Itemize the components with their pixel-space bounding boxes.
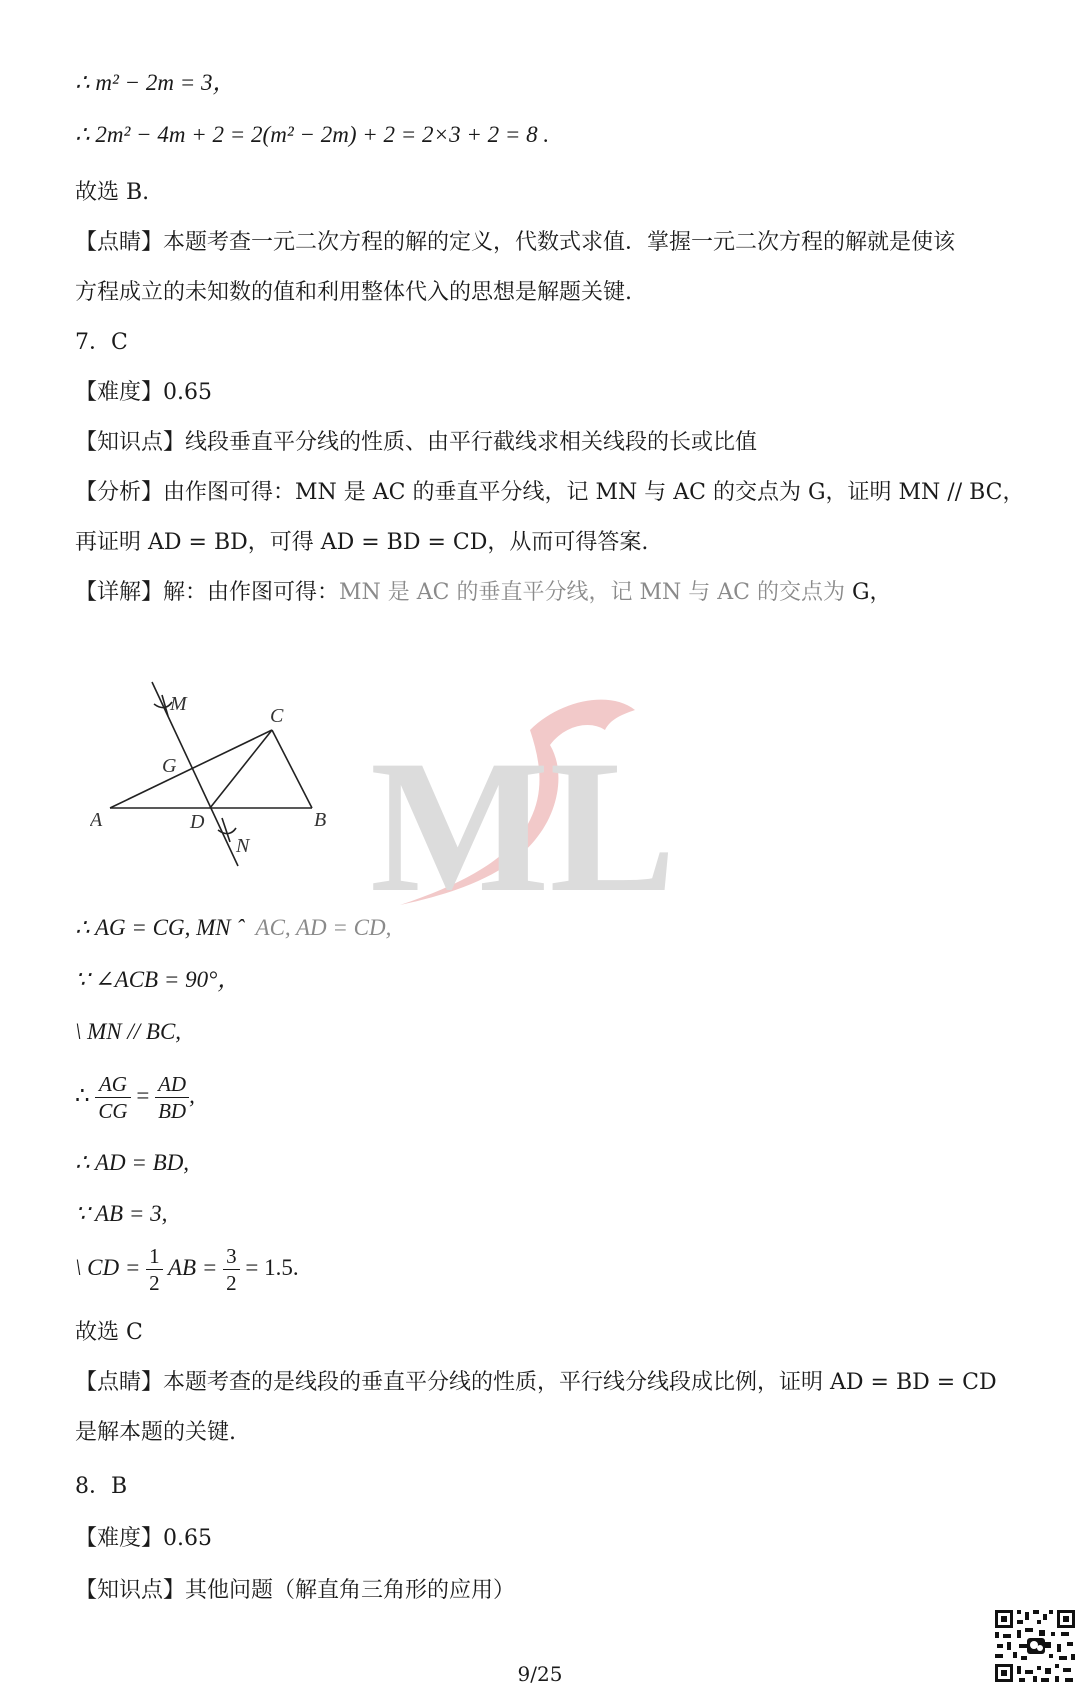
comment-text: 方程成立的未知数的值和利用整体代入的思想是解题关键. (75, 280, 632, 305)
detail-prefix: 【详解】解：由作图可得： (75, 580, 340, 605)
solution-line: ∴ 2m² − 4m + 2 = 2(m² − 2m) + 2 = 2×3 + 2 = 8 . (75, 122, 550, 147)
fraction-denominator: CG (98, 1099, 128, 1124)
analysis-text: 【分析】由作图可得：MN 是 AC 的垂直平分线，记 MN 与 AC 的交点为 G，证明 MN // BC， (75, 480, 1025, 505)
segment-ac (110, 730, 272, 808)
proof-line-fraction (75, 1066, 195, 1126)
knowledge-point: 【知识点】其他问题（解直角三角形的应用） (75, 1578, 516, 1603)
geometry-figure (90, 680, 370, 880)
analysis-text: 再证明 AD = BD，可得 AD = BD = CD，从而可得答案. (75, 530, 649, 555)
difficulty-label: 【难度】0.65 (75, 1526, 212, 1551)
comment-text: 是解本题的关键. (75, 1420, 236, 1445)
proof-line (75, 913, 391, 943)
label-d: D (190, 811, 205, 833)
proof-line: ∴ AD = BD, (75, 1150, 190, 1175)
comment-text: 【点睛】本题考查的是线段的垂直平分线的性质，平行线分线段成比例，证明 AD = BD = CD (75, 1370, 997, 1395)
difficulty-label: 【难度】0.65 (75, 380, 212, 405)
proof-line-fraction (75, 1238, 299, 1298)
fraction (223, 1243, 240, 1296)
label-c: C (270, 705, 284, 727)
equals-sign: = (136, 1083, 150, 1108)
answer-choice: 故选 B. (75, 180, 150, 205)
label-b: B (314, 809, 327, 831)
label-a: A (90, 809, 103, 831)
proof-gray: AC, AD = CD, (255, 915, 392, 940)
label-g: G (162, 755, 177, 777)
fraction-denominator: 2 (226, 1271, 237, 1296)
fraction (146, 1243, 163, 1296)
proof-line: ∵ AB = 3, (75, 1201, 168, 1226)
segment-cb (272, 730, 312, 808)
fraction (155, 1071, 189, 1124)
proof-mid: AB = (167, 1255, 218, 1280)
proof-prefix: \ CD = (75, 1255, 141, 1280)
detail-gray-text: MN 是 AC 的垂直平分线，记 MN 与 AC 的交点为 (339, 580, 845, 605)
proof-symbol: ∴ (75, 1083, 90, 1108)
fraction-denominator: BD (158, 1099, 187, 1124)
answer-choice: 故选 C (75, 1320, 143, 1345)
detail-text (75, 578, 892, 608)
fraction-numerator: AD (155, 1071, 189, 1098)
label-m: M (170, 693, 187, 715)
watermark-text: ML (370, 722, 677, 932)
arc-mark-n2 (222, 818, 230, 842)
question-number: 7．C (75, 330, 128, 355)
label-n: N (236, 835, 250, 857)
detail-suffix: G， (844, 580, 892, 605)
fraction (95, 1071, 130, 1124)
proof-line: \ MN // BC, (75, 1019, 182, 1044)
proof-line: ∵ ∠ACB = 90°， (75, 967, 241, 992)
proof-suffix: = 1.5. (245, 1255, 299, 1280)
question-number: 8．B (75, 1474, 128, 1499)
segment-cd (210, 730, 272, 808)
knowledge-point: 【知识点】线段垂直平分线的性质、由平行截线求相关线段的长或比值 (75, 430, 758, 455)
fraction-numerator: 1 (146, 1243, 163, 1270)
fraction-denominator: 2 (149, 1271, 160, 1296)
comment-text: 【点睛】本题考查一元二次方程的解的定义，代数式求值．掌握一元二次方程的解就是使该 (75, 230, 956, 255)
proof-main: ∴ AG = CG, MN ˆ (75, 915, 245, 940)
proof-suffix: , (189, 1083, 195, 1108)
fraction-numerator: AG (95, 1071, 130, 1098)
solution-line: ∴ m² − 2m = 3， (75, 70, 236, 95)
page-number: 9/25 (517, 1662, 563, 1686)
fraction-numerator: 3 (223, 1243, 240, 1270)
watermark-logo (360, 690, 680, 950)
